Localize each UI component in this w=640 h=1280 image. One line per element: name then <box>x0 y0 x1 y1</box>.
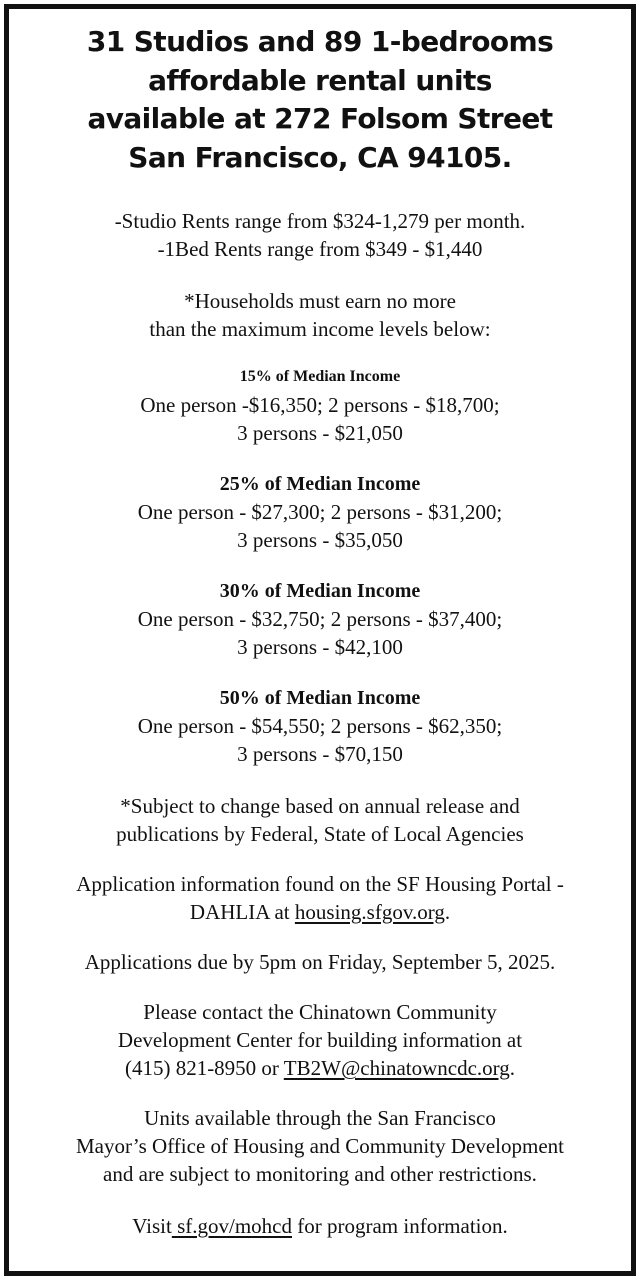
headline-line-1: 31 Studios and 89 1-bedrooms <box>86 25 554 58</box>
income-tier-25 <box>9 470 631 554</box>
income-tier-line-2: 3 persons - $70,150 <box>237 742 403 766</box>
headline-line-2: affordable rental units <box>148 63 492 97</box>
one-bed-rent-range: -1Bed Rents range from $349 - $1,440 <box>157 237 483 261</box>
contact-phone: (415) 821-8950 or <box>124 1056 284 1080</box>
income-tier-line-1: One person - $54,550; 2 persons - $62,350; <box>137 714 503 738</box>
application-deadline: Applications due by 5pm on Friday, September 5, 2025. <box>84 950 556 974</box>
income-tier-15 <box>9 367 631 447</box>
mohcd-link[interactable]: sf.gov/mohcd <box>171 1214 292 1238</box>
mohcd-line-2: Mayor’s Office of Housing and Community Development <box>76 1134 564 1158</box>
rent-ranges <box>9 207 631 263</box>
households-note-line-2: than the maximum income levels below: <box>149 317 491 341</box>
subject-to-change-note <box>9 792 631 848</box>
visit-note <box>9 1212 631 1240</box>
mohcd-line-3: and are subject to monitoring and other restrictions. <box>103 1162 537 1186</box>
income-tier-line-1: One person - $27,300; 2 persons - $31,200; <box>137 500 503 524</box>
subject-note-line-2: publications by Federal, State of Local Agencies <box>116 822 524 846</box>
visit-prefix: Visit <box>132 1214 172 1238</box>
contact-line-2: Development Center for building information at <box>117 1028 523 1052</box>
income-tier-line-2: 3 persons - $42,100 <box>237 635 403 659</box>
advertisement-frame <box>4 4 636 1276</box>
mohcd-line-1: Units available through the San Francisco <box>144 1106 496 1130</box>
income-tier-heading: 15% of Median Income <box>239 368 401 385</box>
application-line-2-prefix: DAHLIA at <box>189 900 295 924</box>
housing-portal-link[interactable]: housing.sfgov.org <box>294 900 445 924</box>
headline <box>9 23 631 177</box>
income-tier-30 <box>9 577 631 661</box>
income-tier-50 <box>9 684 631 768</box>
income-tier-line-2: 3 persons - $21,050 <box>237 421 403 445</box>
contact-line-1: Please contact the Chinatown Community <box>143 1000 497 1024</box>
income-tier-line-1: One person -$16,350; 2 persons - $18,700; <box>140 393 500 417</box>
headline-line-4: San Francisco, CA 94105. <box>128 140 512 174</box>
income-tier-heading: 30% of Median Income <box>219 580 421 602</box>
contact-email-link[interactable]: TB2W@chinatowncdc.org <box>283 1056 510 1080</box>
income-tier-heading: 50% of Median Income <box>219 687 421 709</box>
application-line-1: Application information found on the SF Housing Portal - <box>76 872 564 896</box>
subject-note-line-1: *Subject to change based on annual release and <box>120 794 520 818</box>
mohcd-note <box>9 1104 631 1188</box>
application-line-2 <box>9 898 631 926</box>
households-note-line-1: *Households must earn no more <box>184 289 456 313</box>
contact-line-3-suffix: . <box>509 1056 516 1080</box>
visit-suffix: for program information. <box>291 1214 508 1238</box>
contact-line-3 <box>9 1054 631 1082</box>
income-tier-line-2: 3 persons - $35,050 <box>237 528 403 552</box>
income-tier-heading: 25% of Median Income <box>219 473 421 495</box>
households-income-note <box>9 287 631 343</box>
income-tier-line-1: One person - $32,750; 2 persons - $37,400; <box>137 607 503 631</box>
studio-rent-range: -Studio Rents range from $324-1,279 per month. <box>114 209 526 233</box>
application-info <box>9 870 631 926</box>
headline-line-3: available at 272 Folsom Street <box>87 102 553 135</box>
contact-info <box>9 998 631 1082</box>
application-line-2-suffix: . <box>444 900 451 924</box>
